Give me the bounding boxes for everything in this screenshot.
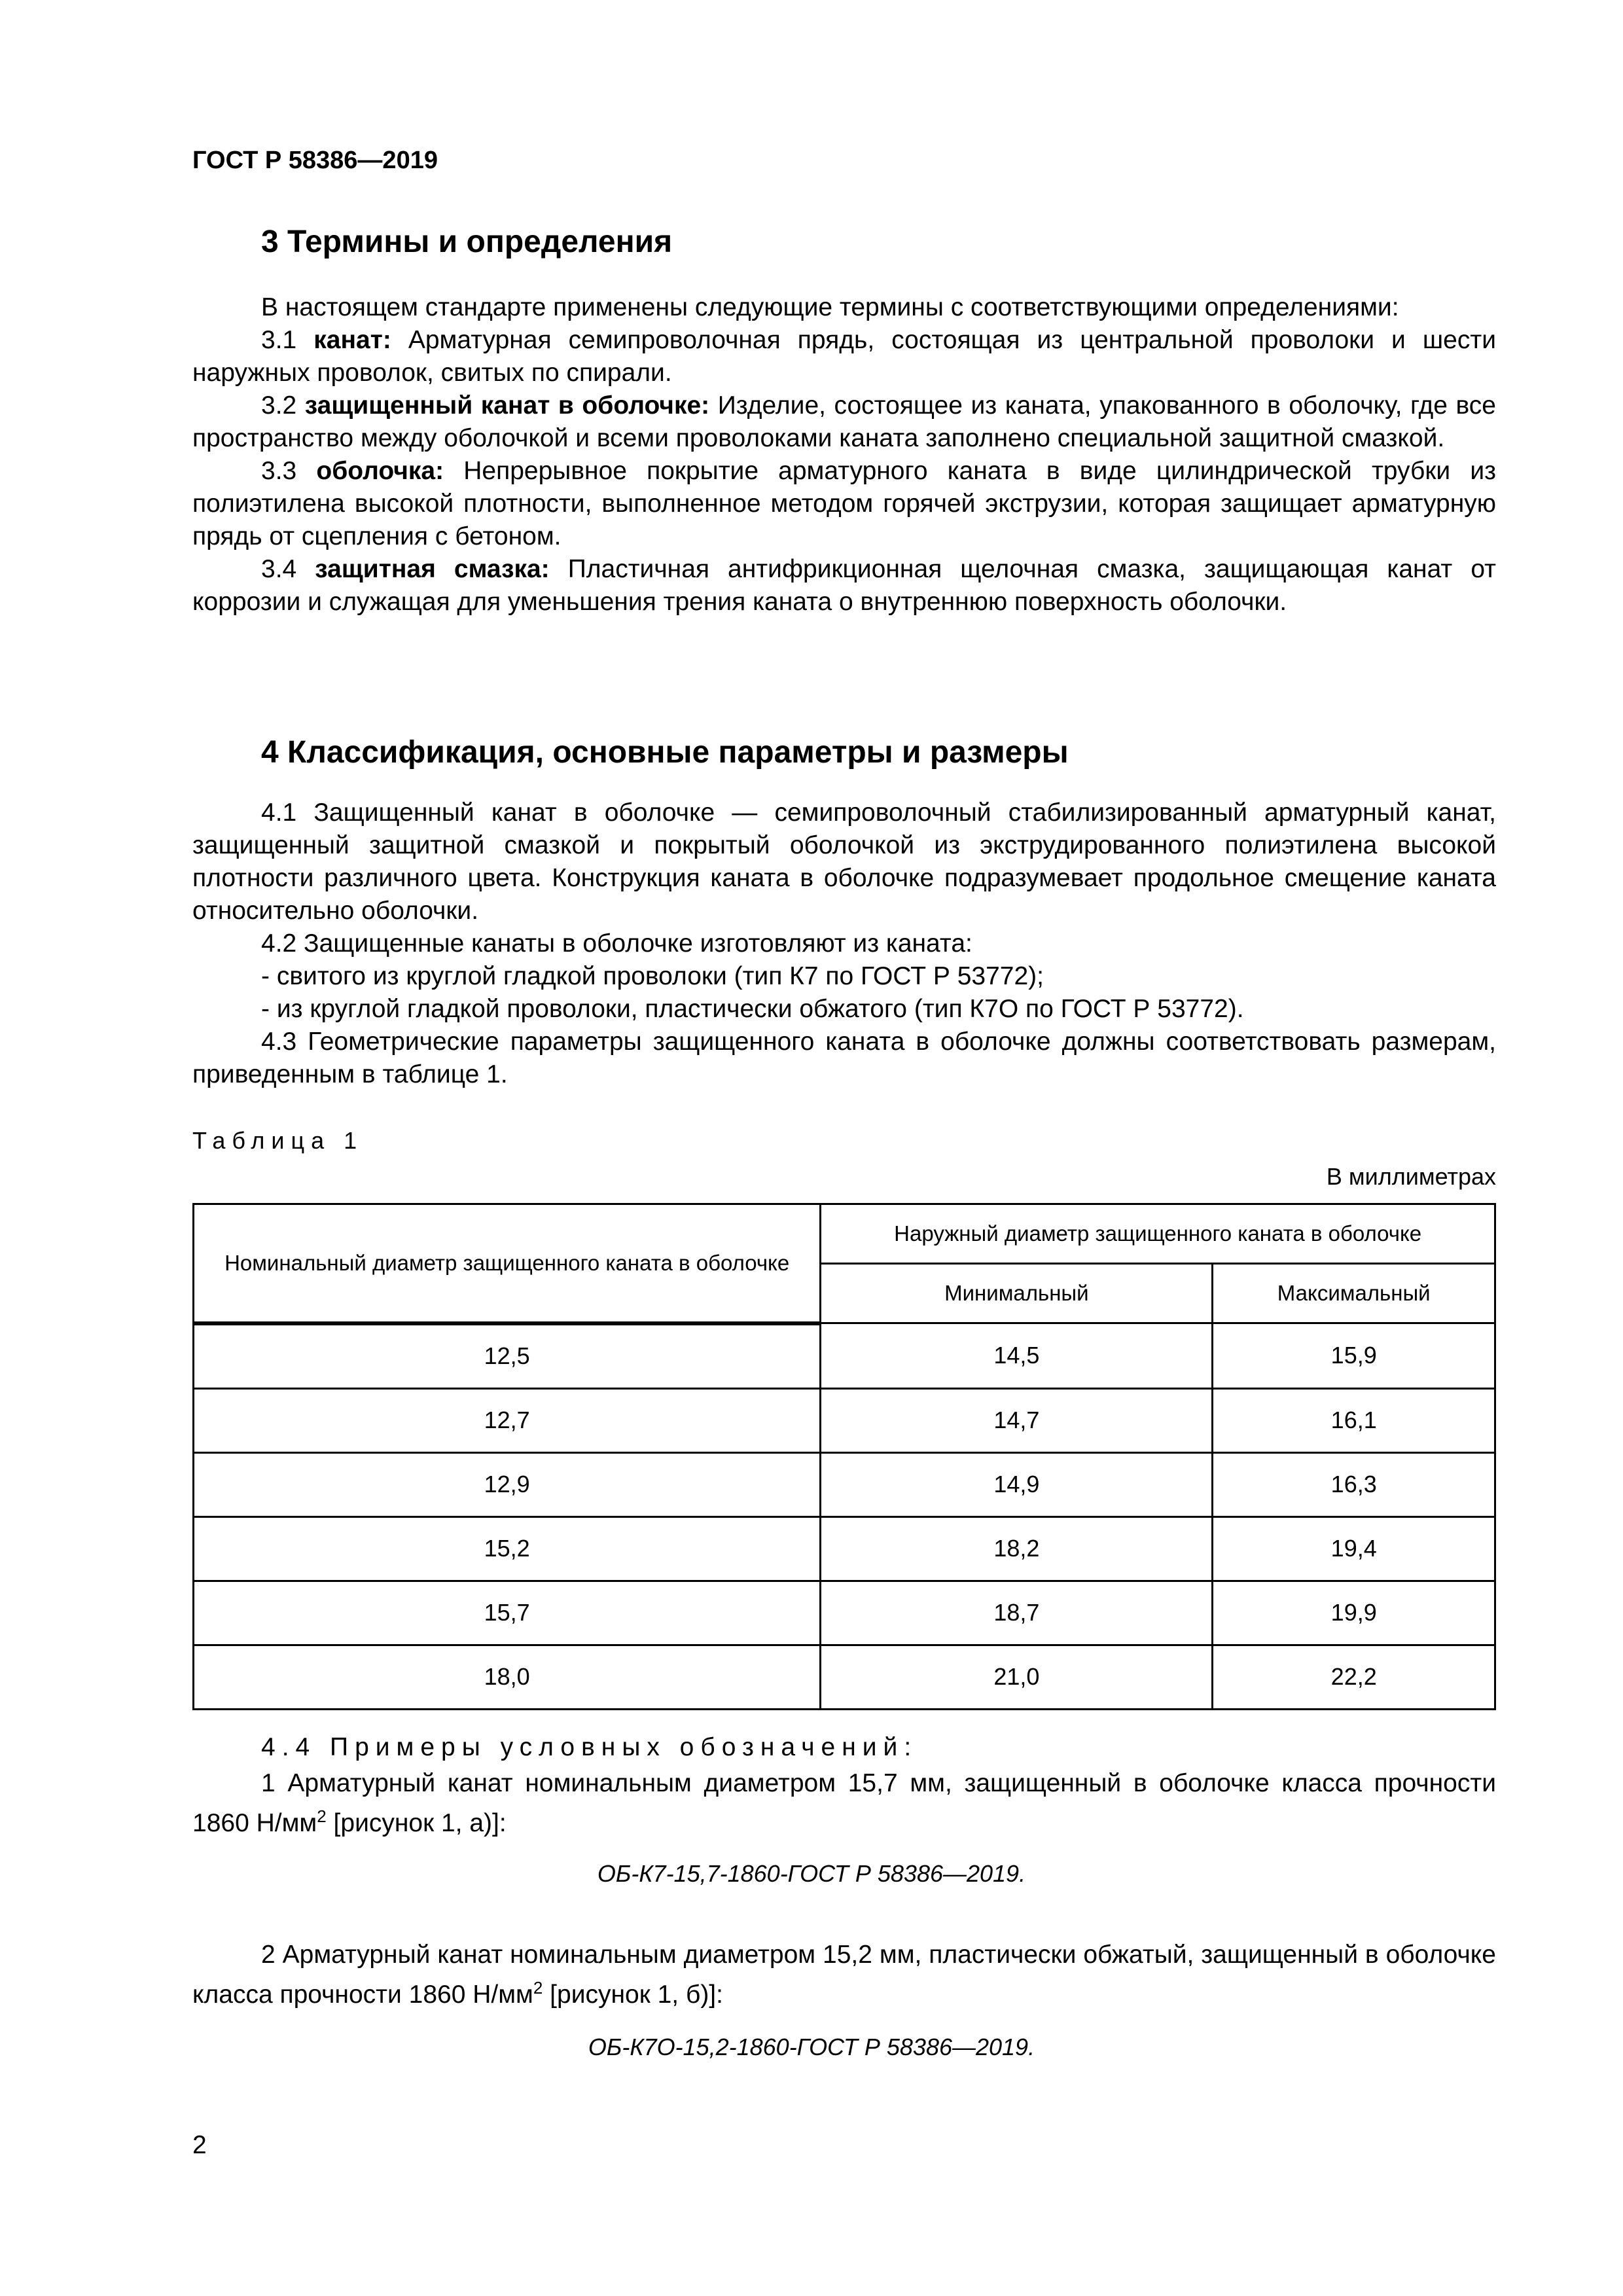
paragraph-4-2-item-2: - из круглой гладкой проволоки, пластически обжатого (тип К7О по ГОСТ Р 53772). <box>261 995 1244 1023</box>
examples-title: 4.4 Примеры условных обозначений: <box>261 1733 918 1761</box>
nominal-cell: 18,0 <box>194 1645 821 1709</box>
nominal-cell: 12,5 <box>194 1323 821 1389</box>
table-row <box>194 1452 1495 1516</box>
max-cell: 15,9 <box>1213 1323 1495 1389</box>
min-cell: 18,7 <box>821 1581 1213 1645</box>
table-row <box>194 1388 1495 1452</box>
paragraph-4-2: 4.2 Защищенные канаты в оболочке изготовляют из каната: <box>261 929 972 958</box>
table-row <box>194 1323 1495 1389</box>
nominal-diameter-header: Номинальный диаметр защищенного каната в оболочке <box>194 1204 821 1323</box>
min-header: Минимальный <box>821 1264 1213 1323</box>
dimensions-table <box>192 1203 1496 1710</box>
example-1-designation: ОБ-К7-15,7-1860-ГОСТ Р 58386—2019. <box>597 1860 1026 1887</box>
paragraph-4-3: 4.3 Геометрические параметры защищенного каната в оболочке должны соответствовать размерам, приведенным в таблице 1. <box>192 1028 1496 1088</box>
table-row <box>194 1581 1495 1645</box>
nominal-cell: 15,2 <box>194 1516 821 1581</box>
section-4-body <box>192 797 1496 1091</box>
example-2-designation: ОБ-К7О-15,2-1860-ГОСТ Р 58386—2019. <box>588 2034 1035 2060</box>
min-cell: 14,9 <box>821 1452 1213 1516</box>
min-cell: 21,0 <box>821 1645 1213 1709</box>
max-header: Максимальный <box>1213 1264 1495 1323</box>
max-cell: 19,9 <box>1213 1581 1495 1645</box>
section-3-body <box>192 291 1496 619</box>
outer-diameter-header: Наружный диаметр защищенного каната в оболочке <box>821 1204 1495 1264</box>
max-cell: 19,4 <box>1213 1516 1495 1581</box>
term-3-4: 3.4 защитная смазка: Пластичная антифрикционная щелочная смазка, защищающая канат от коррозии и служащая для уменьшения трения каната о внутреннюю поверхность оболочки. <box>192 555 1497 616</box>
max-cell: 22,2 <box>1213 1645 1495 1709</box>
min-cell: 14,7 <box>821 1388 1213 1452</box>
term-3-3: 3.3 оболочка: Непрерывное покрытие арматурного каната в виде цилиндрической трубки из полиэтилена высокой плотности, выполненное методом горячей экструзии, которая защищает арматурную прядь от сцепления с бетоном. <box>192 457 1496 550</box>
example-1-text: 1 Арматурный канат номинальным диаметром 15,7 мм, защищенный в оболочке класса прочности 1860 $Н/мм^2$ [рисунок 1, а)]: <box>192 1769 1496 1837</box>
min-cell: 18,2 <box>821 1516 1213 1581</box>
max-cell: 16,3 <box>1213 1452 1495 1516</box>
table-units: В миллиметрах <box>1326 1163 1496 1190</box>
term-3-1: 3.1 канат: Арматурная семипроволочная прядь, состоящая из центральной проволоки и шести наружных проволок, свитых по спирали. <box>192 326 1497 387</box>
paragraph-4-1: 4.1 Защищенный канат в оболочке — семипроволочный стабилизированный арматурный канат, защищенный защитной смазкой и покрытый оболочкой из экструдированного полиэтилена высокой плотности различного цвета. Конструкция каната в оболочке подразумевает продольное смещение каната относительно оболочки. <box>192 798 1496 925</box>
section-4-title: 4 Классификация, основные параметры и размеры <box>261 735 1069 770</box>
nominal-cell: 12,7 <box>194 1388 821 1452</box>
table-row <box>194 1516 1495 1581</box>
example-2-text: 2 Арматурный канат номинальным диаметром 15,2 мм, пластически обжатый, защищенный в оболочке класса прочности 1860 $Н/мм^2$ [рисунок 1, б)]: <box>192 1941 1496 2009</box>
paragraph-4-2-item-1: - свитого из круглой гладкой проволоки (тип К7 по ГОСТ Р 53772); <box>261 962 1044 990</box>
term-3-2: 3.2 защищенный канат в оболочке: Изделие, состоящее из каната, упакованного в оболочку, где все пространство между оболочкой и всеми проволоками каната заполнено специальной защитной смазкой. <box>192 391 1496 452</box>
nominal-cell: 12,9 <box>194 1452 821 1516</box>
section-3-title: 3 Термины и определения <box>261 224 673 259</box>
page-number: 2 <box>192 2131 207 2159</box>
table-caption: Таблица 1 <box>192 1127 364 1154</box>
section-3-intro: В настоящем стандарте применены следующие термины с соответствующими определениями: <box>261 293 1399 321</box>
min-cell: 14,5 <box>821 1323 1213 1389</box>
max-cell: 16,1 <box>1213 1388 1495 1452</box>
nominal-cell: 15,7 <box>194 1581 821 1645</box>
table-row <box>194 1645 1495 1709</box>
table-header-row <box>194 1204 1495 1264</box>
document-header-id: ГОСТ Р 58386—2019 <box>192 147 438 174</box>
